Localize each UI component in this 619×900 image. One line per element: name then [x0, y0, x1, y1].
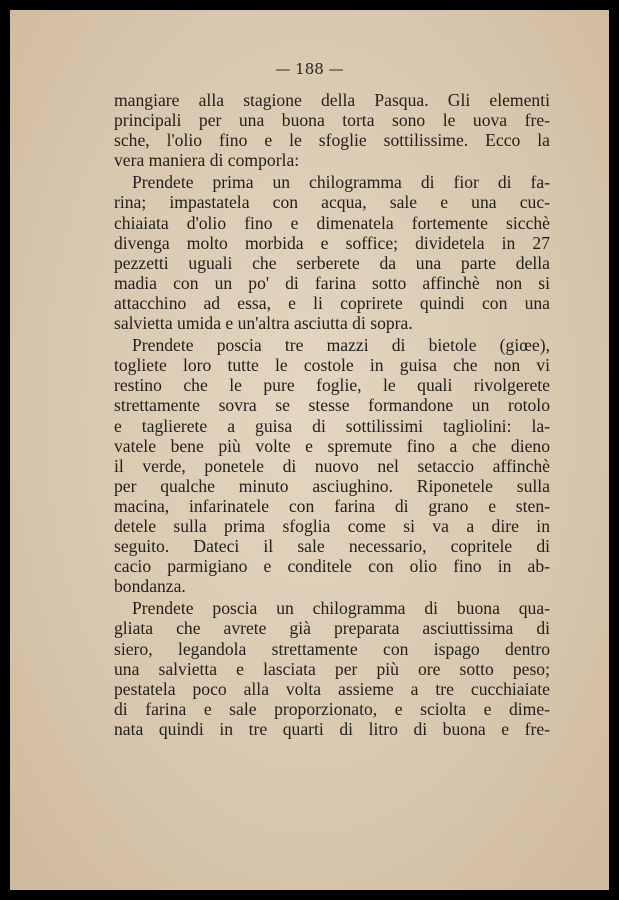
text-line: per qualche minuto asciughino. Riponetele sulla	[114, 475, 550, 496]
text-line: Prendete poscia tre mazzi di bietole (giœe),	[132, 335, 550, 356]
text-line: strettamente sovra se stesse formandone un rotolo	[114, 395, 550, 416]
text-line: salvietta umida e un'altra asciutta di sopra.	[114, 313, 413, 334]
text-line: attacchino ad essa, e li coprirete quindi con una	[114, 292, 550, 313]
text-line: siero, legandola strettamente con ispago dentro	[114, 638, 550, 659]
text-line: una salvietta e lasciata per più ore sotto peso;	[114, 658, 550, 679]
text-line: e taglierete a guisa di sottilissimi tagliolini: la-	[114, 415, 550, 436]
text-line: mangiare alla stagione della Pasqua. Gli elementi	[114, 90, 550, 110]
book-page	[10, 10, 609, 890]
text-line: cacio parmigiano e conditele con olio fino in ab-	[114, 556, 550, 577]
text-line: gliata che avrete già preparata asciuttissima di	[114, 618, 550, 639]
text-line: principali per una buona torta sono le uova fre-	[114, 110, 550, 131]
text-line: pestatela poco alla volta assieme a tre cucchiaiate	[114, 678, 550, 699]
page-number: — 188 —	[275, 60, 344, 78]
text-line: restino che le pure foglie, le quali rivolgerete	[114, 375, 550, 396]
text-line: Prendete poscia un chilogramma di buona qua-	[132, 598, 550, 619]
text-line: nata quindi in tre quarti di litro di buona e fre-	[114, 718, 550, 739]
text-line: divenga molto morbida e soffice; dividetela in 27	[114, 232, 550, 253]
paragraph	[114, 598, 550, 739]
text-line: macina, infarinatele con farina di grano e sten-	[114, 495, 550, 516]
text-line: rina; impastatela con acqua, sale e una cuc-	[114, 192, 550, 213]
text-line: bondanza.	[114, 576, 186, 597]
text-line: di farina e sale proporzionato, e sciolta e dime-	[114, 698, 550, 719]
paragraph	[114, 172, 550, 333]
text-line: sche, l'olio fino e le sfoglie sottilissime. Ecco la	[114, 130, 550, 151]
text-line: seguito. Dateci il sale necessario, copritele di	[114, 536, 550, 557]
text-line: pezzetti uguali che serberete da una parte della	[114, 252, 550, 273]
body-text	[114, 90, 550, 739]
text-line: Prendete prima un chilogramma di fior di fa-	[132, 172, 550, 193]
paragraph	[114, 90, 550, 170]
paragraph	[114, 335, 550, 596]
text-line: detele sulla prima sfoglia come si va a dire in	[114, 515, 550, 536]
text-line: vera maniera di comporla:	[114, 150, 300, 171]
text-line: chiaiata d'olio fino e dimenatela fortemente sicchè	[114, 212, 550, 233]
text-line: vatele bene più volte e spremute fino a che dieno	[114, 435, 550, 456]
text-line: il verde, ponetele di nuovo nel setaccio affinchè	[114, 455, 550, 476]
text-line: madia con un po' di farina sotto affinchè non si	[114, 272, 550, 293]
text-line: toglietе loro tutte le costole in guisa che non vi	[114, 355, 550, 376]
